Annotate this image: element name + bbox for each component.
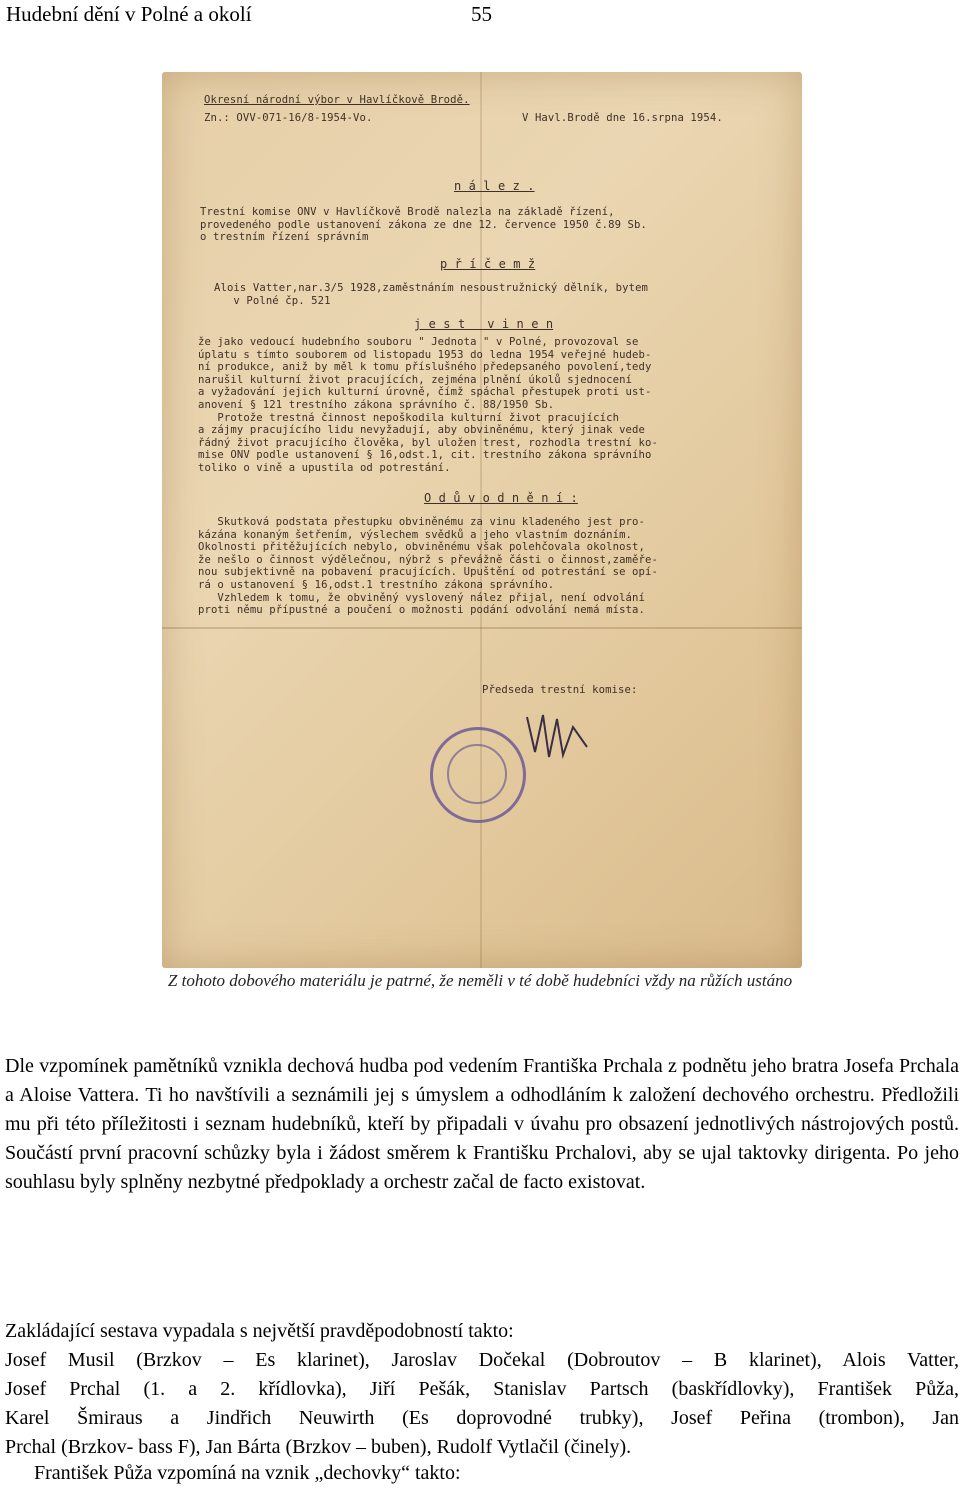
scan-reasoning: Skutková podstata přestupku obviněnému za vinu kladeného jest pro- kázána konaným šetřením, výslechem svědků a jeho vlastním doznáním. Okolnosti přitěžujících nebylo, obviněnému však polehčovala okolnost, že nešlo o činnost výdělečnou, nýbrž s převážně části o činnost,zaměře- nou subjektivně na pobavení pracujících. Upuštění od potrestání se opí- rá o ustanovení § 16,odst.1 trestního zákona správního. Vzhledem k tomu, že obviněný vyslovený nález přijal, není odvolání proti němu přípustné a poučení o možnosti podání odvolání nemá místa.	[198, 516, 658, 617]
scan-verdict: že jako vedoucí hudebního souboru " Jednota " v Polné, provozoval se úplatu s tímto souborem od listopadu 1953 do ledna 1954 veřejné hudeb- ní produkce, aniž by měl k tomu příslušného předepsaného povolení,tedy narušil kulturní život pracujících, zejména plnění úkolů sjednocení a vyžadování jejich kulturní úrovně, čímž spáchal přestupek proti ust- anovení § 121 trestního zákona správního č. 88/1950 Sb. Protože trestná činnost nepoškodila kulturní život pracujících a zájmy pracujícího lidu nevyžadují, aby obviněnému, který jinak vede řádný život pracujícího člověka, byl uložen trest, rozhodla trestní ko- mise ONV podle ustanovení § 16,odst.1, cit. trestního zákona správního toliko o vině a upustila od potrestání.	[198, 336, 658, 474]
page-number: 55	[471, 2, 492, 26]
official-stamp-seal	[430, 727, 526, 823]
scan-heading-pricem: p ř í č e m ž	[440, 257, 536, 271]
lineup-line-4: Prchal (Brzkov- bass F), Jan Bárta (Brzkov – buben), Rudolf Vytlačil (činely).	[5, 1436, 632, 1458]
scanned-document-photo	[162, 72, 802, 968]
paragraph-founding-story: Dle vzpomínek pamětníků vznikla dechová hudba pod vedením Františka Prchala z podnětu jeho bratra Josefa Prchala a Aloise Vattera. Ti ho navštívili a seznámili jej s úmyslem a odhodláním k založení dechového orchestru. Předložili mu při této příležitosti i seznam hudebníků, kteří by připadali v úvahu pro obsazení jednotlivých nástrojových postů. Součástí první pracovní schůzky byla i žádost směrem k Františku Prchalovi, aby se ujal taktovky dirigenta. Po jeho souhlasu byly splněny nezbytné předpoklady a orchestr začal de facto existovat.	[5, 1055, 959, 1193]
scan-intro: Trestní komise ONV v Havlíčkově Brodě nalezla na základě řízení, provedeného podle ustanovení zákona ze dne 12. července 1950 č.89 Sb. o trestním řízení správním	[200, 206, 647, 244]
scan-date: V Havl.Brodě dne 16.srpna 1954.	[522, 112, 723, 124]
lineup-intro: Zakládající sestava vypadala s největší pravděpodobností takto:	[5, 1320, 514, 1342]
lineup-line-3: Karel Šmiraus a Jindřich Neuwirth (Es doprovodné trubky), Josef Peřina (trombon), Jan	[5, 1407, 959, 1429]
lineup-line-2: Josef Prchal (1. a 2. křídlovka), Jiří Pešák, Stanislav Partsch (baskřídlovky), František Půža,	[5, 1378, 959, 1400]
handwritten-signature	[517, 697, 597, 777]
scan-heading-vinen: j e s t v i n e n	[414, 317, 554, 331]
figure-caption: Z tohoto dobového materiálu je patrné, že neměli v té době hudebníci vždy na růžích ustáno	[167, 971, 793, 990]
paper-fold-horizontal	[162, 627, 802, 629]
scan-accused: Alois Vatter,nar.3/5 1928,zaměstnáním nesoustružnický dělník, bytem v Polné čp. 521	[214, 282, 649, 307]
scan-signature-line: Předseda trestní komise:	[482, 684, 638, 696]
scan-heading-nalez: n á l e z .	[454, 179, 535, 193]
scan-heading-oduvodneni: O d ů v o d n ě n í :	[424, 491, 578, 505]
running-title: Hudební dění v Polné a okolí	[6, 2, 252, 26]
paragraph-founding-lineup	[5, 1317, 959, 1462]
lineup-line-1: Josef Musil (Brzkov – Es klarinet), Jaroslav Dočekal (Dobroutov – B klarinet), Alois Vatter,	[5, 1349, 959, 1371]
running-header	[6, 2, 492, 27]
scan-reference: Zn.: OVV-071-16/8-1954-Vo.	[204, 112, 373, 124]
scan-office: Okresní národní výbor v Havlíčkově Brodě.	[204, 94, 470, 106]
paragraph-puza-recollection: František Půža vzpomíná na vznik „dechovky“ takto:	[34, 1462, 461, 1484]
